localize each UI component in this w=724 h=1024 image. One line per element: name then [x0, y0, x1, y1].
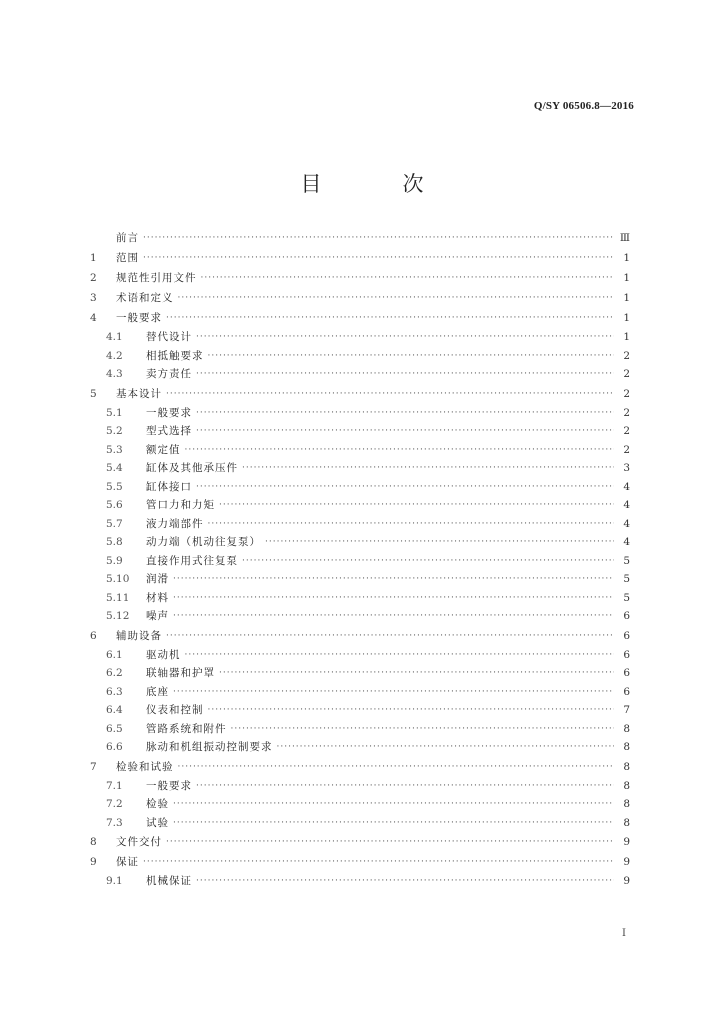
- toc-entry[interactable]: [90, 646, 630, 665]
- toc-entry-number: 6.5: [106, 722, 123, 735]
- toc-entry-page: 1: [623, 292, 630, 304]
- toc-entry-page: 4: [623, 480, 630, 493]
- toc-entry[interactable]: [90, 248, 630, 268]
- toc-entry-title: 底座: [146, 685, 169, 698]
- toc-entry-number: 7: [90, 760, 97, 773]
- toc-leader-dots: [166, 308, 614, 328]
- toc-entry-number: 5.11: [106, 591, 130, 604]
- toc-leader-dots: [166, 832, 614, 852]
- toc-entry-title: 机械保证: [146, 875, 192, 887]
- toc-entry-page: 1: [623, 272, 630, 284]
- toc-entry-title: 缸体接口: [146, 480, 192, 493]
- toc-entry-title: 范围: [116, 252, 139, 264]
- toc-leader-dots: [173, 570, 614, 589]
- toc-entry-page: 8: [623, 741, 630, 753]
- toc-entry-number: 5.6: [106, 499, 123, 511]
- toc-leader-dots: [277, 738, 615, 757]
- toc-entry-title: 驱动机: [146, 648, 181, 661]
- toc-leader-dots: [196, 777, 614, 796]
- toc-leader-dots: [196, 422, 614, 441]
- toc-entry-page: 6: [623, 648, 630, 661]
- toc-entry-page: 5: [623, 573, 630, 585]
- toc-entry-page: 9: [623, 836, 630, 848]
- toc-entry-number: 4.1: [106, 331, 123, 343]
- toc-entry[interactable]: [90, 626, 630, 646]
- toc-entry-title: 检验和试验: [116, 760, 174, 773]
- toc-entry-page: 8: [623, 798, 630, 810]
- toc-entry-title: 基本设计: [116, 387, 162, 400]
- toc-entry[interactable]: [90, 589, 630, 608]
- toc-leader-dots: [219, 664, 614, 683]
- toc-leader-dots: [242, 552, 614, 571]
- toc-entry-title: 替代设计: [146, 331, 192, 343]
- toc-leader-dots: [196, 872, 614, 891]
- toc-entry-number: 9.1: [106, 875, 123, 887]
- toc-leader-dots: [173, 589, 614, 608]
- toc-leader-dots: [173, 607, 614, 626]
- toc-entry-number: 5.10: [106, 573, 130, 585]
- toc-entry-number: 5.12: [106, 610, 130, 622]
- toc-leader-dots: [185, 646, 615, 665]
- toc-entry[interactable]: [90, 607, 630, 626]
- toc-leader-dots: [265, 533, 614, 552]
- toc-entry[interactable]: [90, 384, 630, 404]
- toc-entry[interactable]: [90, 308, 630, 328]
- toc-entry-page: 2: [623, 387, 630, 400]
- toc-entry-page: 9: [623, 875, 630, 887]
- toc-entry-title: 一般要求: [116, 312, 162, 324]
- toc-entry-number: 5.8: [106, 536, 123, 548]
- toc-entry-number: 9: [90, 856, 97, 868]
- toc-entry-title: 一般要求: [146, 779, 192, 792]
- toc-entry[interactable]: [90, 347, 630, 366]
- toc-leader-dots: [208, 347, 615, 366]
- toc-entry-title: 管路系统和附件: [146, 722, 227, 735]
- toc-entry-page: 6: [623, 610, 630, 622]
- toc-entry-page: 2: [623, 425, 630, 437]
- toc-leader-dots: [196, 478, 614, 497]
- toc-leader-dots: [208, 701, 615, 720]
- toc-entry[interactable]: [90, 515, 630, 534]
- toc-entry-number: 5.2: [106, 425, 123, 437]
- toc-leader-dots: [143, 852, 614, 872]
- toc-entry-title: 检验: [146, 798, 169, 810]
- toc-entry-title: 仪表和控制: [146, 704, 204, 716]
- toc-leader-dots: [196, 404, 614, 423]
- toc-entry-number: 6.1: [106, 648, 123, 661]
- toc-entry-number: 7.3: [106, 816, 123, 829]
- toc-entry-page: 9: [623, 856, 630, 868]
- toc-entry-title: 型式选择: [146, 425, 192, 437]
- toc-entry-page: 1: [623, 252, 630, 264]
- toc-entry-page: 8: [623, 816, 630, 829]
- toc-entry-page: 7: [623, 704, 630, 716]
- toc-entry[interactable]: [90, 872, 630, 891]
- toc-entry-title: 动力端（机动往复泵）: [146, 536, 261, 548]
- standard-code: Q/SY 06506.8—2016: [533, 100, 634, 112]
- toc-leader-dots: [185, 441, 615, 460]
- toc-leader-dots: [178, 757, 615, 777]
- toc-entry[interactable]: [90, 404, 630, 423]
- page-title: 目 次: [300, 172, 454, 196]
- toc-entry-page: 4: [623, 536, 630, 548]
- toc-entry-title: 规范性引用文件: [116, 272, 197, 284]
- toc-entry-number: 6: [90, 629, 97, 642]
- toc-entry-title: 管口力和力矩: [146, 499, 215, 511]
- toc-entry[interactable]: [90, 268, 630, 288]
- toc-entry-page: 2: [623, 349, 630, 362]
- toc-entry-page: 4: [623, 517, 630, 530]
- toc-entry[interactable]: [90, 570, 630, 589]
- toc-entry-title: 术语和定义: [116, 292, 174, 304]
- toc-entry-number: 6.4: [106, 704, 123, 716]
- page-number: I: [622, 928, 626, 939]
- toc-entry[interactable]: [90, 701, 630, 720]
- toc-entry-page: 6: [623, 667, 630, 679]
- toc-entry-number: 7.1: [106, 779, 123, 792]
- toc-entry[interactable]: [90, 852, 630, 872]
- toc-entry[interactable]: [90, 832, 630, 852]
- toc-leader-dots: [143, 248, 614, 268]
- toc-entry-number: 4: [90, 312, 97, 324]
- toc-entry[interactable]: [90, 288, 630, 308]
- toc-entry-page: 5: [623, 591, 630, 604]
- toc-entry-page: 4: [623, 499, 630, 511]
- toc-entry-number: 5.5: [106, 480, 123, 493]
- toc-entry[interactable]: [90, 478, 630, 497]
- toc-entry-page: 3: [623, 462, 630, 474]
- toc-entry-page: 5: [623, 554, 630, 567]
- toc-entry-number: 2: [90, 272, 97, 284]
- toc-entry-title: 润滑: [146, 573, 169, 585]
- toc-entry-page: 2: [623, 368, 630, 380]
- toc-entry-title: 一般要求: [146, 406, 192, 419]
- toc-entry-title: 材料: [146, 591, 169, 604]
- toc-entry-number: 5.1: [106, 406, 123, 419]
- toc-entry[interactable]: [90, 441, 630, 460]
- toc-entry-title: 相抵触要求: [146, 349, 204, 362]
- toc-entry-number: 8: [90, 836, 97, 848]
- toc-entry-title: 前言: [116, 232, 139, 244]
- toc-entry-title: 噪声: [146, 610, 169, 622]
- toc-entry[interactable]: [90, 422, 630, 441]
- toc-entry-title: 卖方责任: [146, 368, 192, 380]
- toc-leader-dots: [166, 384, 614, 404]
- toc-entry-number: 6.6: [106, 741, 123, 753]
- toc-entry[interactable]: [90, 496, 630, 515]
- toc-entry[interactable]: [90, 683, 630, 702]
- toc-leader-dots: [173, 683, 614, 702]
- toc-entry-number: 5.4: [106, 462, 123, 474]
- toc-entry-page: 2: [623, 443, 630, 456]
- toc-leader-dots: [178, 288, 615, 308]
- toc-entry-title: 文件交付: [116, 836, 162, 848]
- toc-entry-number: 4.3: [106, 368, 123, 380]
- toc-entry[interactable]: [90, 533, 630, 552]
- toc-leader-dots: [208, 515, 615, 534]
- toc-entry-page: 6: [623, 629, 630, 642]
- toc-leader-dots: [196, 365, 614, 384]
- toc-entry-number: 5.7: [106, 517, 123, 530]
- toc-leader-dots: [143, 228, 614, 248]
- toc-entry[interactable]: [90, 814, 630, 833]
- toc-entry[interactable]: [90, 757, 630, 777]
- toc-entry[interactable]: [90, 720, 630, 739]
- toc-entry-number: 5.3: [106, 443, 123, 456]
- toc-entry-page: 1: [623, 312, 630, 324]
- toc-entry-number: 6.2: [106, 667, 123, 679]
- toc-entry-title: 额定值: [146, 443, 181, 456]
- toc-entry-title: 保证: [116, 856, 139, 868]
- toc-entry-page: 8: [623, 779, 630, 792]
- toc-entry-page: 8: [623, 760, 630, 773]
- toc-entry-title: 联轴器和护罩: [146, 667, 215, 679]
- toc-entry-page: 8: [623, 722, 630, 735]
- toc-entry[interactable]: [90, 459, 630, 478]
- toc-entry-title: 试验: [146, 816, 169, 829]
- toc-leader-dots: [166, 626, 614, 646]
- toc-entry-number: 4.2: [106, 349, 123, 362]
- toc-entry-title: 脉动和机组振动控制要求: [146, 741, 273, 753]
- toc-entry[interactable]: [90, 228, 630, 248]
- toc-leader-dots: [173, 795, 614, 814]
- toc-leader-dots: [196, 328, 614, 347]
- toc-entry-number: 1: [90, 252, 97, 264]
- toc-entry-number: 6.3: [106, 685, 123, 698]
- toc-entry[interactable]: [90, 664, 630, 683]
- toc-entry-title: 辅助设备: [116, 629, 162, 642]
- toc-entry-number: 3: [90, 292, 97, 304]
- toc-leader-dots: [231, 720, 615, 739]
- toc-entry[interactable]: [90, 738, 630, 757]
- toc-entry-number: 7.2: [106, 798, 123, 810]
- toc-entry-number: 5.9: [106, 554, 123, 567]
- toc-entry-title: 直接作用式往复泵: [146, 554, 238, 567]
- toc-entry[interactable]: [90, 795, 630, 814]
- toc-entry-title: 缸体及其他承压件: [146, 462, 238, 474]
- toc-entry[interactable]: [90, 777, 630, 796]
- toc-entry-page: Ⅲ: [619, 232, 630, 244]
- toc-entry-page: 1: [623, 331, 630, 343]
- toc-leader-dots: [219, 496, 614, 515]
- toc-entry-page: 2: [623, 406, 630, 419]
- toc-entry[interactable]: [90, 365, 630, 384]
- toc-entry[interactable]: [90, 328, 630, 347]
- toc-entry-title: 液力端部件: [146, 517, 204, 530]
- toc-leader-dots: [201, 268, 615, 288]
- toc-entry-number: 5: [90, 387, 97, 400]
- toc-leader-dots: [173, 814, 614, 833]
- toc-entry-page: 6: [623, 685, 630, 698]
- toc-entry[interactable]: [90, 552, 630, 571]
- table-of-contents: [90, 228, 630, 891]
- toc-leader-dots: [242, 459, 614, 478]
